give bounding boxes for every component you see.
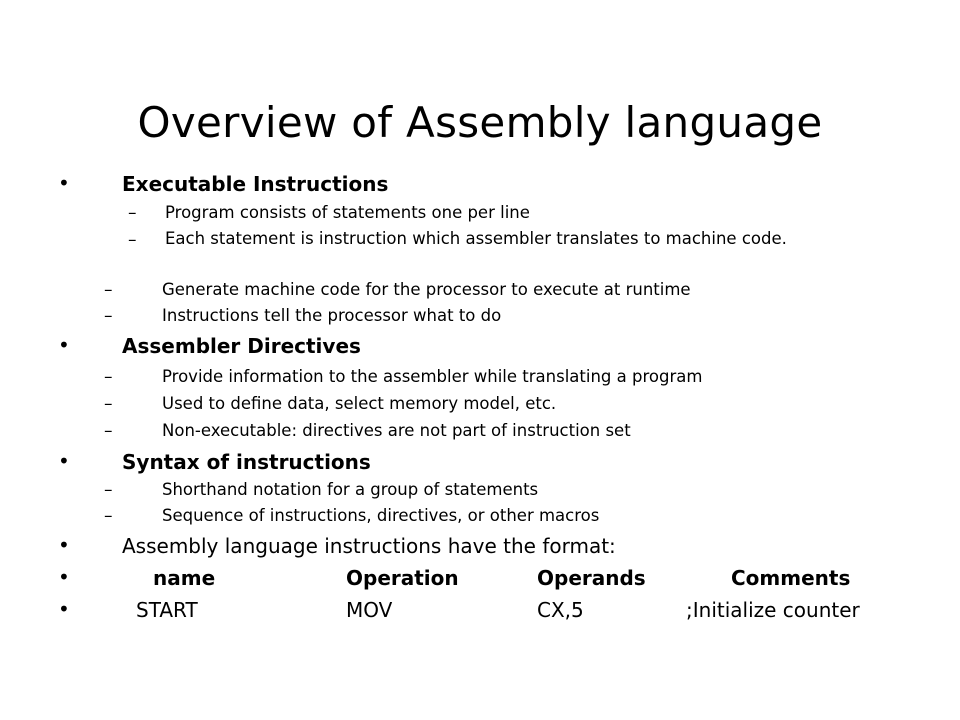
bullet-icon: •	[58, 171, 70, 195]
list-item: Provide information to the assembler while translating a program	[162, 367, 703, 386]
list-item: Program consists of statements one per line	[165, 203, 530, 222]
list-item: Shorthand notation for a group of statements	[162, 480, 539, 499]
format-description: Assembly language instructions have the format:	[122, 534, 616, 558]
format-header-operands: Operands	[537, 566, 646, 590]
dash-icon: –	[104, 480, 113, 500]
dash-icon: –	[128, 203, 137, 223]
bullet-icon: •	[58, 333, 70, 357]
dash-icon: –	[104, 306, 113, 326]
format-header-name: name	[153, 566, 216, 590]
dash-icon: –	[104, 367, 113, 387]
bullet-icon: •	[58, 533, 70, 557]
example-operands: CX,5	[537, 598, 584, 622]
dash-icon: –	[104, 421, 113, 441]
section-heading: Executable Instructions	[122, 172, 389, 196]
section-heading: Assembler Directives	[122, 334, 361, 358]
example-comment: ;Initialize counter	[686, 598, 860, 622]
dash-icon: –	[104, 280, 113, 300]
dash-icon: –	[104, 394, 113, 414]
bullet-icon: •	[58, 597, 70, 621]
bullet-icon: •	[58, 449, 70, 473]
slide-title: Overview of Assembly language	[137, 98, 823, 147]
dash-icon: –	[104, 506, 113, 526]
bullet-icon: •	[58, 565, 70, 589]
list-item: Sequence of instructions, directives, or other macros	[162, 506, 600, 525]
list-item: Instructions tell the processor what to do	[162, 306, 502, 325]
list-item: Generate machine code for the processor to execute at runtime	[162, 280, 691, 299]
example-operation: MOV	[346, 598, 393, 622]
list-item: Used to define data, select memory model, etc.	[162, 394, 557, 413]
list-item: Each statement is instruction which assembler translates to machine code.	[165, 229, 787, 248]
dash-icon: –	[128, 230, 137, 250]
format-header-operation: Operation	[346, 566, 459, 590]
example-name: START	[136, 598, 198, 622]
section-heading: Syntax of instructions	[122, 450, 371, 474]
format-header-comments: Comments	[731, 566, 851, 590]
list-item: Non-executable: directives are not part of instruction set	[162, 421, 631, 440]
